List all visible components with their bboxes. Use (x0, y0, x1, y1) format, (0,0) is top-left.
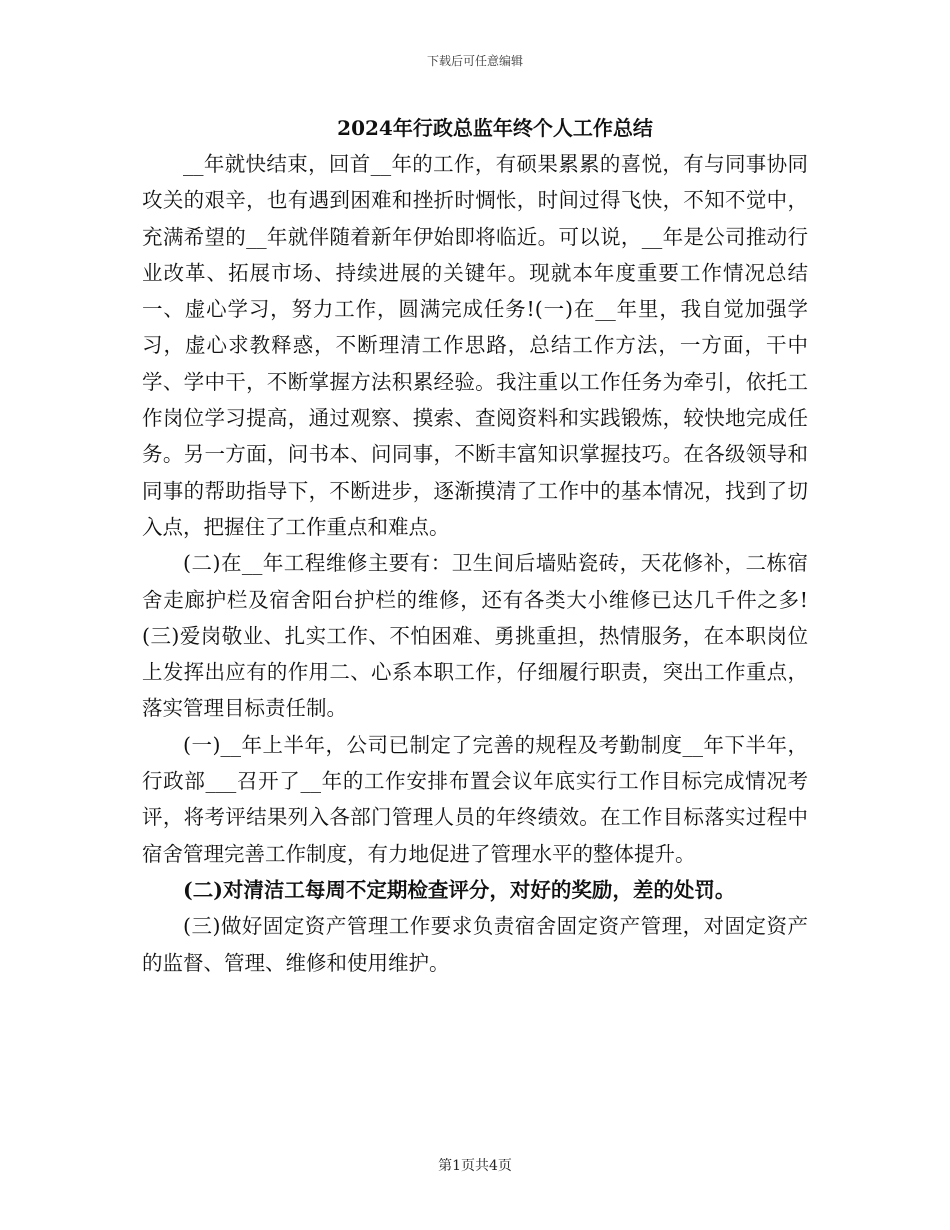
paragraph-maintenance: (二)在__年工程维修主要有：卫生间后墙贴瓷砖，天花修补，二栋宿舍走廊护栏及宿舍阳台护栏的维修，还有各类大小维修已达几千件之多!(三)爱岗敬业、扎实工作、不怕困难、勇挑重担，热情服务，在本职岗位上发挥出应有的作用二、心系本职工作，仔细履行职责，突出工作重点，落实管理目标责任制。 (142, 551, 808, 721)
document-title: 2024年行政总监年终个人工作总结 (337, 116, 653, 140)
document-body (142, 146, 808, 981)
paragraph-fixed-assets: (三)做好固定资产管理工作要求负责宿舍固定资产管理，对固定资产的监督、管理、维修和使用维护。 (142, 914, 808, 975)
page-header-note: 下载后可任意编辑 (426, 54, 523, 68)
page-number: 第1页共4页 (438, 1158, 512, 1174)
paragraph-cleaning-inspection: (二)对清洁工每周不定期检查评分，对好的奖励，差的处罚。 (183, 877, 736, 902)
paragraph-management-system: (一)__年上半年，公司已制定了完善的规程及考勤制度__年下半年，行政部___召开了__年的工作安排布置会议年底实行工作目标完成情况考评，将考评结果列入各部门管理人员的年终绩效。在工作目标落实过程中宿舍管理完善工作制度，有力地促进了管理水平的整体提升。 (142, 732, 808, 866)
paragraph-intro: __年就快结束，回首__年的工作，有硕果累累的喜悦，有与同事协同攻关的艰辛，也有遇到困难和挫折时惆怅，时间过得飞快，不知不觉中，充满希望的__年就伴随着新年伊始即将临近。可以说，__年是公司推动行业改革、拓展市场、持续进展的关键年。现就本年度重要工作情况总结一、虚心学习，努力工作，圆满完成任务!(一)在__年里，我自觉加强学习，虚心求教释惑，不断理清工作思路，总结工作方法，一方面，干中学、学中干，不断掌握方法积累经验。我注重以工作任务为牵引，依托工作岗位学习提高，通过观察、摸索、查阅资料和实践锻炼，较快地完成任务。另一方面，问书本、问同事，不断丰富知识掌握技巧。在各级领导和同事的帮助指导下，不断进步，逐渐摸清了工作中的基本情况，找到了切入点，把握住了工作重点和难点。 (142, 152, 808, 539)
